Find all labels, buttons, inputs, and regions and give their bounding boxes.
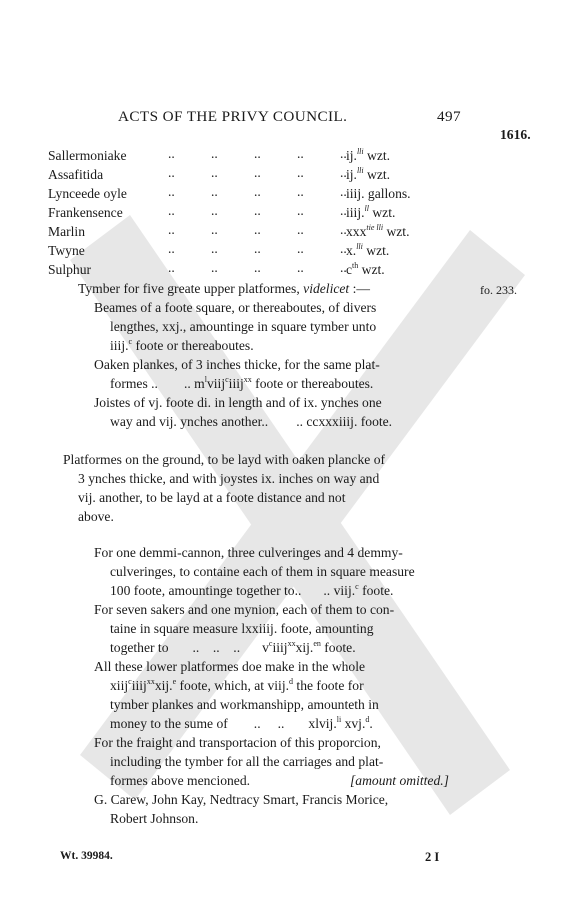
item-quantity: ij.$^{lli}$ wzt.: [346, 147, 391, 163]
beames-line-3: iiij.$^c$ foote or thereaboutes.: [110, 337, 254, 353]
oaken-line-1: Oaken plankes, of 3 inches thicke, for the same plat-: [94, 357, 380, 372]
demmi-line-1: For one demmi-cannon, three culveringes and 4 demmy-: [94, 545, 403, 560]
item-name: Frankensence: [48, 205, 123, 220]
sakers-line-1: For seven sakers and one mynion, each of them to con-: [94, 602, 395, 617]
list-item: [48, 186, 448, 204]
beames-line-2: lengthes, xxj., amountinge in square tymber unto: [110, 319, 377, 334]
footer-print-code: Wt. 39984.: [60, 850, 113, 862]
folio-reference: fo. 233.: [480, 283, 517, 297]
freight-line-2: including the tymber for all the carriages and plat-: [110, 754, 384, 769]
footer-signature-mark: 2 I: [425, 850, 440, 864]
demmi-line-2: culveringes, to containe each of them in square measure: [110, 564, 415, 579]
amount-omitted-note: [amount omitted.]: [350, 773, 449, 788]
ground-line-4: above.: [78, 509, 114, 524]
lower-line-1: All these lower platformes doe make in the whole: [94, 659, 366, 674]
item-quantity: iiij.$^{ll}$ wzt.: [346, 204, 396, 220]
list-item: [48, 243, 448, 261]
leader-dots: .. .. .. .. ..: [168, 203, 347, 218]
ground-line-3: vij. another, to be layd at a foote distance and not: [78, 490, 346, 505]
item-name: Sallermoniake: [48, 148, 127, 163]
demmi-line-3: 100 foote, amountinge together to.. .. viij.$^c$ foote.: [110, 582, 394, 598]
item-name: Assafitida: [48, 167, 104, 182]
leader-dots: .. .. .. .. ..: [168, 184, 347, 199]
signatures-line-1: G. Carew, John Kay, Nedtracy Smart, Francis Morice,: [94, 792, 389, 807]
item-quantity: x.$^{lli}$ wzt.: [346, 242, 390, 258]
item-name: Sulphur: [48, 262, 92, 277]
lower-line-4: money to the sume of .. .. xlvij.$^{li}$ xvj.$^d$.: [110, 715, 373, 731]
item-name: Marlin: [48, 224, 85, 239]
list-item: [48, 205, 448, 223]
item-name: Lynceede oyle: [48, 186, 127, 201]
leader-dots: .. .. .. .. ..: [168, 146, 347, 161]
lower-line-2: xiij$^c$iiij$^{xx}$xij.$^e$ foote, which, at viij.$^d$ the foote for: [110, 677, 364, 693]
item-quantity: xxx$^{tie lli}$ wzt.: [346, 223, 410, 239]
leader-dots: .. .. .. .. ..: [168, 241, 347, 256]
list-item: [48, 262, 448, 280]
year-marginal: 1616.: [500, 127, 531, 142]
ground-line-1: Platformes on the ground, to be layd with oaken plancke of: [63, 452, 386, 467]
leader-dots: .. .. .. .. ..: [168, 165, 347, 180]
beames-line-1: Beames of a foote square, or thereaboutes, of divers: [94, 300, 377, 315]
item-quantity: ij.$^{lli}$ wzt.: [346, 166, 391, 182]
leader-dots: .. .. .. .. ..: [168, 222, 347, 237]
ground-line-2: 3 ynches thicke, and with joystes ix. inches on way and: [78, 471, 380, 486]
signatures-line-2: Robert Johnson.: [110, 811, 199, 826]
list-item: [48, 167, 448, 185]
leader-dots: .. .. .. .. ..: [168, 260, 347, 275]
page-number: 497: [437, 108, 461, 125]
freight-line-1: For the fraight and transportacion of this proporcion,: [94, 735, 381, 750]
lower-line-3: tymber plankes and workmanshipp, amounteth in: [110, 697, 379, 712]
oaken-line-2: formes .. .. $m^lviij^ciiij^{xx}$ foote or thereaboutes.: [110, 375, 374, 391]
item-quantity: $c^{th}$ wzt.: [346, 261, 385, 277]
freight-line-3: formes above mencioned.: [110, 773, 251, 788]
timber-intro: Tymber for five greate upper platformes, videlicet :—: [78, 281, 370, 296]
item-name: Twyne: [48, 243, 85, 258]
list-item: [48, 224, 448, 242]
page-title: ACTS OF THE PRIVY COUNCIL.: [118, 108, 348, 125]
sakers-line-3: together to .. .. .. $v^ciiij^{xx}xij.^{en}$ foote.: [110, 639, 356, 655]
joistes-line-1: Joistes of vj. foote di. in length and of ix. ynches one: [94, 395, 382, 410]
item-quantity: iiij. gallons.: [346, 186, 411, 201]
sakers-line-2: taine in square measure lxxiiij. foote, amounting: [110, 621, 374, 636]
joistes-line-2: way and vij. ynches another.. .. ccxxxiiij. foote.: [110, 414, 393, 429]
list-item: [48, 148, 448, 166]
